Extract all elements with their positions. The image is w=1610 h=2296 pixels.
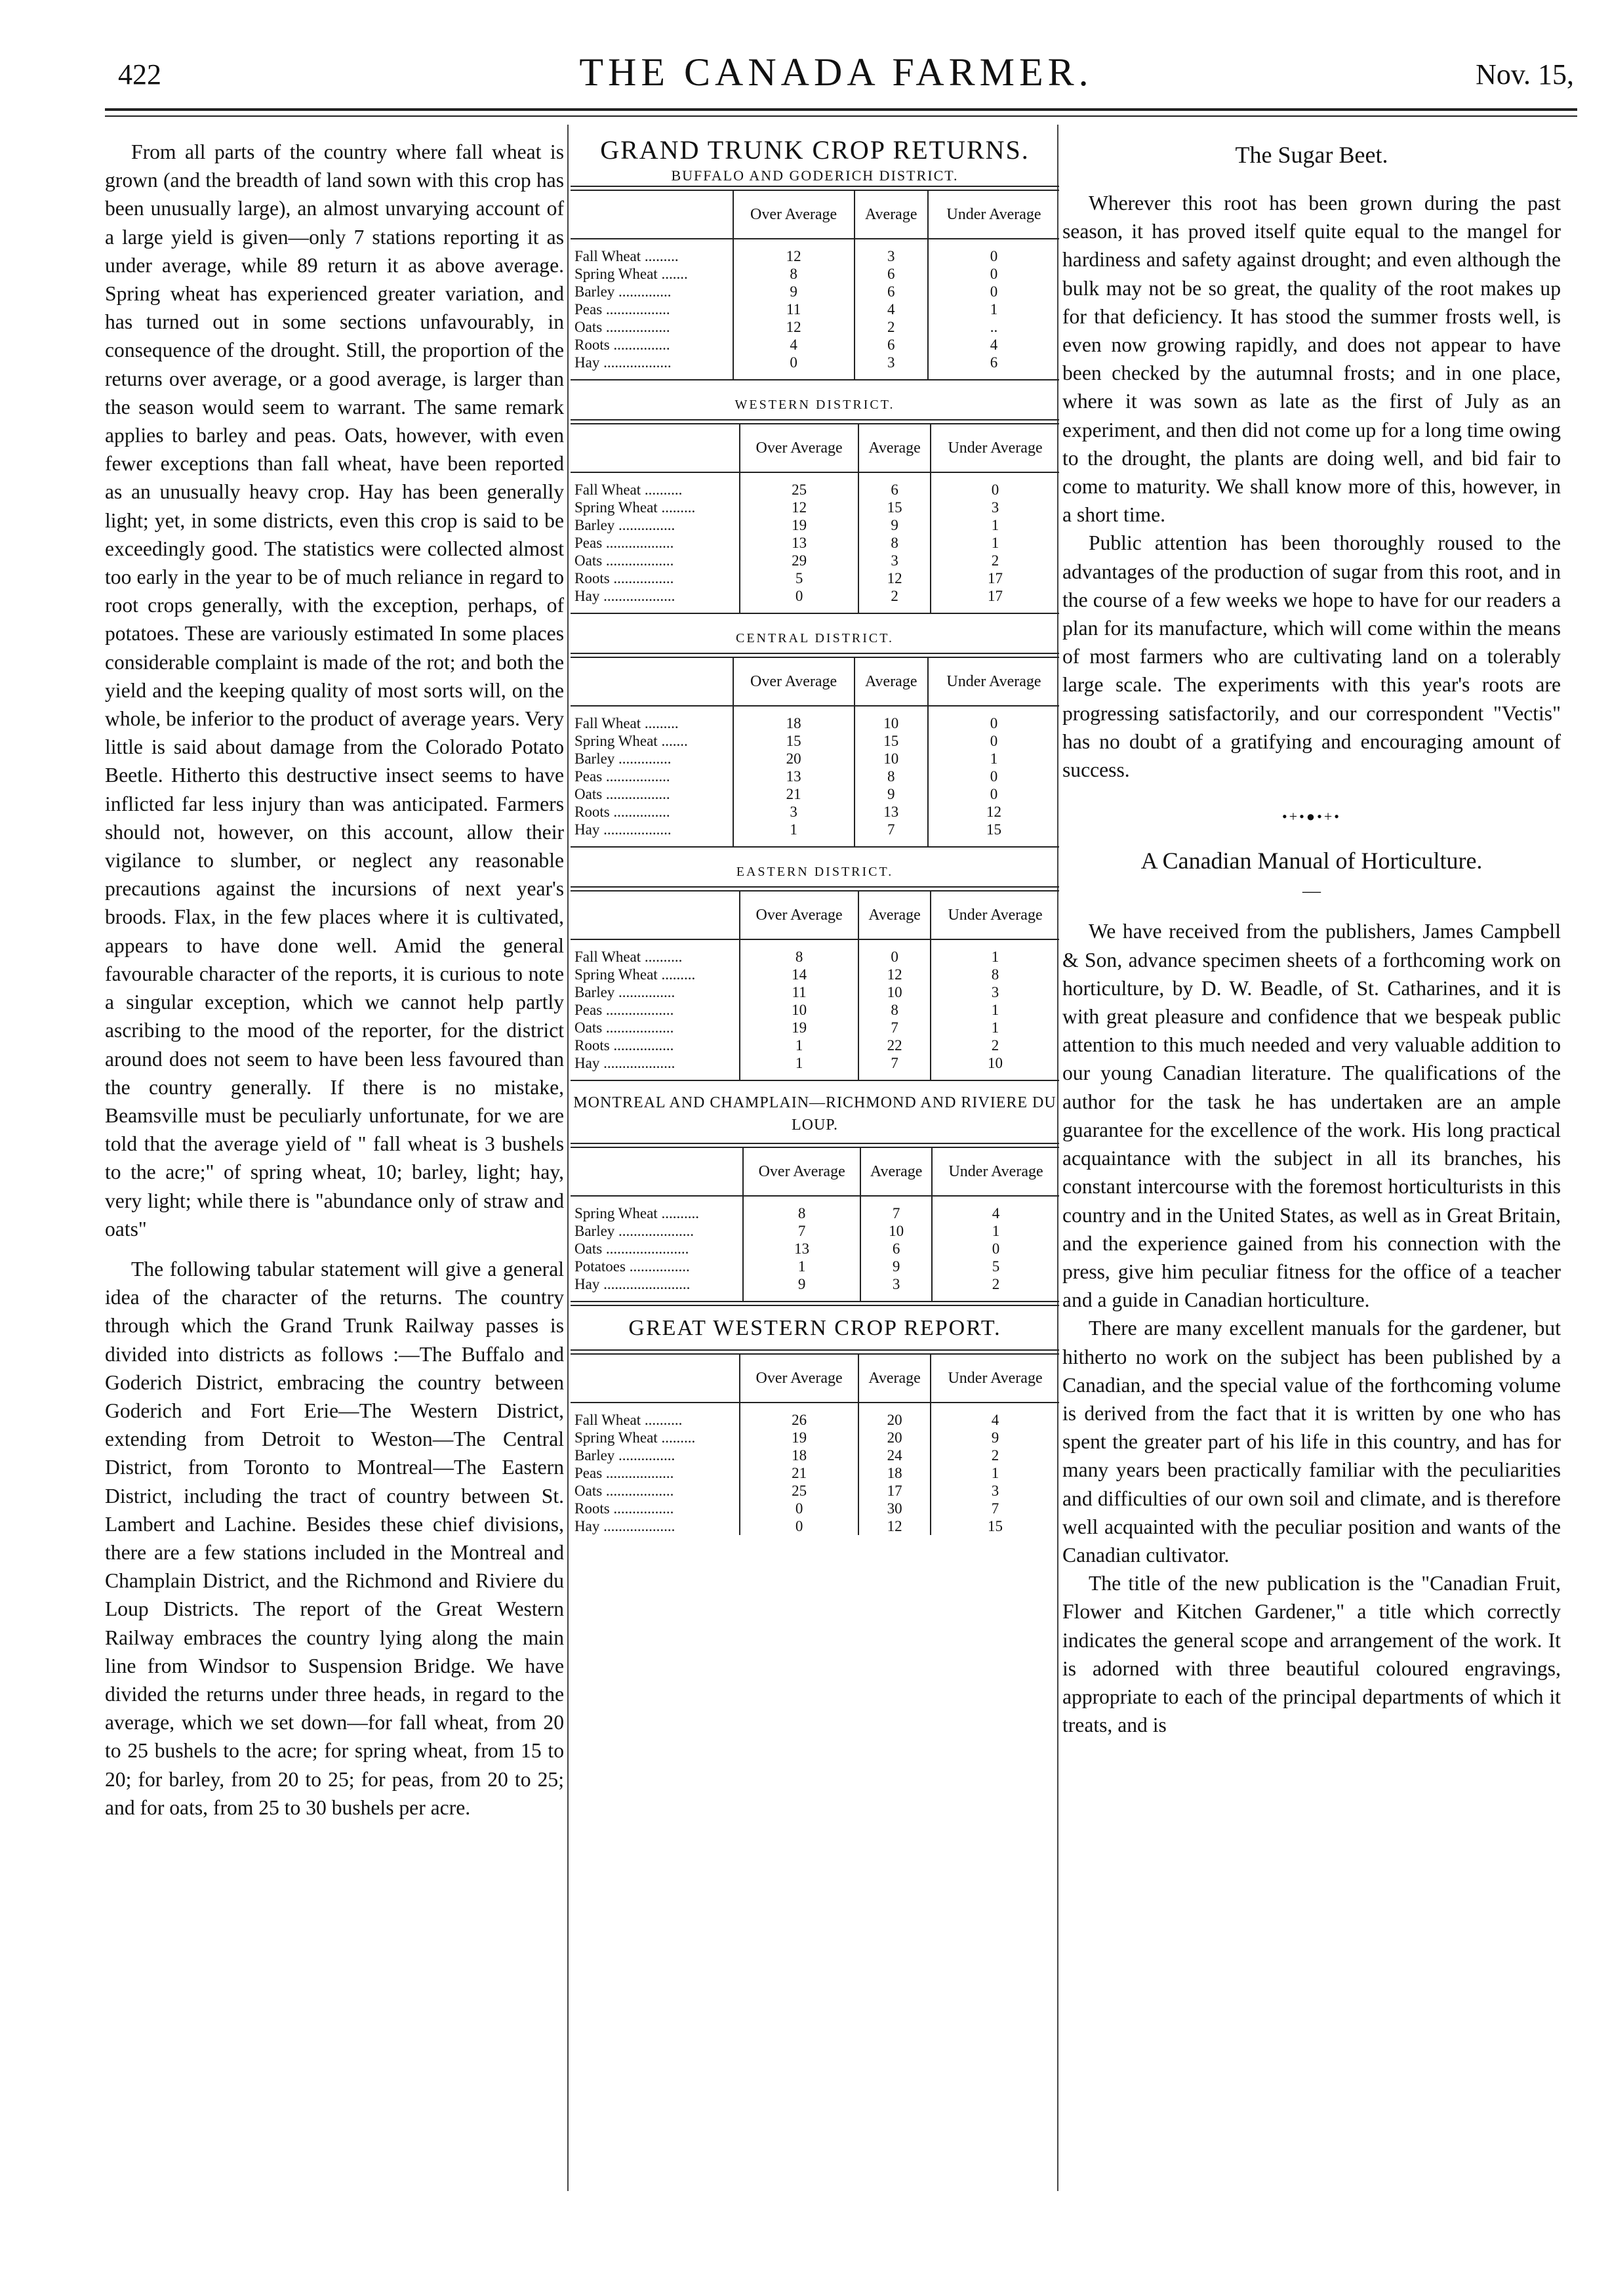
table-title-eastern: EASTERN DISTRICT. — [736, 865, 894, 879]
table-row: Fall Wheat ......... 12 3 0 — [571, 247, 1059, 265]
crop-table-great-western: Over Average Average Under Average Fall Wheat .......... 26 20 4 Spring Wheat ......... 19 20 9 Barley ............... 18 24 2 Peas .................. 21 18 1 Oats .................. 25 17 3 Roots ................ 0 30 7 Hay ................... 0 12 15 — [571, 1355, 1059, 1535]
crop-table-buffalo — [571, 191, 1059, 379]
header-over: Over Average — [733, 191, 855, 239]
table-row: Roots ................ 5 12 17 — [571, 569, 1059, 587]
great-western-title: GREAT WESTERN CROP REPORT. — [628, 1316, 1001, 1340]
table-title-montreal: MONTREAL AND CHAMPLAIN—RICHMOND AND RIVIERE DU LOUP. — [573, 1094, 1057, 1134]
table-row: Fall Wheat ......... 18 10 0 — [571, 714, 1059, 732]
crop-table-central: Over Average Average Under Average Fall Wheat ......... 18 10 0 Spring Wheat ....... 15 15 0 Barley .............. 20 10 1 Peas ................. 13 8 0 Oats ................. 21 9 0 Roots ............... 3 13 12 Hay .................. 1 7 15 — [571, 658, 1059, 846]
article-paragraph: There are many excellent manuals for the gardener, but hitherto no work on the subject has been published by a Canadian, and the special value of the forthcoming volume is derived from the fact that it is written by one who has spent the greater part of his life in this country, and has for many years been practically familiar with the peculiarities and difficulties of our own soil and climate, and is therefore well acquainted with the peculiar position and wants of the Canadian cultivator. — [1062, 1317, 1561, 1567]
table-row: Hay .................. 0 3 6 — [571, 354, 1059, 371]
article-paragraph: Wherever this root has been grown during the past season, it has proved itself quite equal to the mangel for hardiness and safety against drought; and even although the bulk may not be so great, the quality of the root makes up for that deficiency. It has stood the summer frosts well, is even now growing rapidly, and does not appear to have been checked by the autumnal frosts; and in one place, where it was sown as late as the first of July as an experiment, and then did not come up for a long time owing to the drought, the plants are doing well, and bid fair to come to maturity. We shall know more of this, however, in a short time. — [1062, 192, 1561, 527]
masthead-rule-top — [105, 108, 1577, 111]
table-row: Hay ................... 0 2 17 — [571, 587, 1059, 605]
table-row: Oats ...................... 13 6 0 — [571, 1240, 1059, 1258]
table-rule — [571, 653, 1059, 658]
article-paragraph: We have received from the publishers, James Campbell & Son, advance specimen sheets of a forthcoming work on horticulture, by D. W. Beadle, of St. Catharines, and it is with great pleasure and confidence that we bespeak public attention to this much needed and very valuable addition to our young Canadian literature. The qualifications of the author for the task he has undertaken are an ample guarantee for the excellence of the work. His long practical acquaintance with the subject in all its branches, his constant intercourse with the foremost horticulturists in this country and in the United States, as well as in Great Britain, and the experience gained from his connection with the press, give him peculiar fitness for the office of a teacher and a guide in Canadian horticulture. — [1062, 920, 1561, 1312]
masthead-rule-bottom — [105, 115, 1577, 117]
crop-table-eastern: Over Average Average Under Average Fall Wheat .......... 8 0 1 Spring Wheat ......... 14 12 8 Barley ............... 11 10 3 Peas .................. 10 8 1 Oats .................. 19 7 1 Roots ................ 1 22 2 Hay ................... 1 7 10 — [571, 892, 1059, 1080]
article-paragraph: From all parts of the country where fall wheat is grown (and the breadth of land sown with this crop has been unusually large), an almost unvarying account of a large yield is given—only 7 stations reporting it as under average, while 89 return it as above average. Spring wheat has experienced greater variation, and has turned out in some sections unfavourably, in consequence of the drought. Still, the proportion of the returns over average, or a good average, is larger than the season would seem to warrant. The same remark applies to barley and peas. Oats, however, with even fewer exceptions than fall wheat, have been reported as an unusually heavy crop. Hay has been generally light; yet, in some districts, even this crop is said to be exceedingly good. The statistics were collected almost too early in the year to be of much reliance in regard to root crops generally, with the exception, perhaps, of potatoes. These are variously estimated In some places considerable complaint is made of the rot; and both the yield and the keeping quality of most sorts will, on the whole, be inferior to the product of average years. Very little is said about damage from the Colorado Potato Beetle. Hitherto this destructive insect seems to have inflicted far less injury than was anticipated. Farmers should not, however, on this account, allow their vigilance to slumber, or neglect any reasonable precautions against the incursions of next year's broods. Flax, in the few places where it is cultivated, appears to have done well. Amid the general favourable character of the reports, it is curious to note a singular exception, which we cannot help partly ascribing to the mood of the reporter, for the district around does not seem to have been less favoured than the country generally. If there is no mistake, Beamsville must be peculiarly unfortunate, for we are told that the average yield of " fall wheat is 3 bushels to the acre;" of spring wheat, 10; barley, light; hay, very light; while there is "abundance only of straw and oats" — [105, 140, 564, 1240]
article-paragraph: Public attention has been thoroughly roused to the advantages of the production of sugar from this root, and in the course of a few weeks we hope to have for our readers a plan for its manufacture, which will come within the means of most farmers who are cultivating land on a tolerably large scale. The experiments with this year's roots are progressing satisfactorily, and our correspondent "Vectis" has no doubt of a gratifying and encouraging amount of success. — [1062, 531, 1561, 782]
table-row: Fall Wheat .......... 25 6 0 — [571, 481, 1059, 499]
header-under: Under Average — [928, 191, 1059, 239]
table-row: Fall Wheat .......... 26 20 4 — [571, 1411, 1059, 1429]
table-title-western: WESTERN DISTRICT. — [735, 398, 895, 412]
table-title-central: CENTRAL DISTRICT. — [736, 631, 894, 646]
table-row: Hay .................. 1 7 15 — [571, 821, 1059, 838]
table-row: Oats ................. 21 9 0 — [571, 785, 1059, 803]
heading-dash: — — [1302, 881, 1321, 902]
table-row: Barley .............. 9 6 0 — [571, 283, 1059, 300]
table-row: Barley ............... 11 10 3 — [571, 983, 1059, 1001]
table-row: Barley ............... 18 24 2 — [571, 1446, 1059, 1464]
masthead — [98, 46, 1574, 105]
ornament-divider: •+•●•+• — [1282, 808, 1341, 825]
table-rule — [571, 1349, 1059, 1355]
crop-table-montreal: Over Average Average Under Average Spring Wheat .......... 8 7 4 Barley .................... 7 10 1 Oats ...................... 13 6 0 Potatoes ................ 1 9 5 Hay ....................... 9 3 2 — [571, 1148, 1059, 1301]
table-row: Barley .............. 20 10 1 — [571, 750, 1059, 768]
table-row: Spring Wheat ......... 19 20 9 — [571, 1429, 1059, 1446]
table-row: Peas .................. 21 18 1 — [571, 1464, 1059, 1482]
article-paragraph: The title of the new publication is the "Canadian Fruit, Flower and Kitchen Gardener," a title which correctly indicates the general scope and arrangement of the work. It is adorned with three beautiful coloured engravings, appropriate to each of the principal departments of which it treats, and is — [1062, 1572, 1561, 1737]
table-rule — [571, 186, 1059, 191]
table-row: Roots ................ 1 22 2 — [571, 1036, 1059, 1054]
table-row: Spring Wheat .......... 8 7 4 — [571, 1204, 1059, 1222]
column-right-articles — [1062, 138, 1561, 1739]
table-title-buffalo: BUFFALO AND GODERICH DISTRICT. — [671, 167, 959, 184]
section-heading-horticulture: A Canadian Manual of Horticulture. — [1140, 848, 1483, 874]
table-row: Oats ................. 12 2 .. — [571, 318, 1059, 336]
table-row: Peas .................. 10 8 1 — [571, 1001, 1059, 1019]
table-row: Peas ................. 13 8 0 — [571, 768, 1059, 785]
issue-date: Nov. 15, — [1476, 58, 1574, 91]
table-row: Barley .................... 7 10 1 — [571, 1222, 1059, 1240]
newspaper-title: THE CANADA FARMER. — [579, 51, 1093, 94]
header-average: Average — [855, 191, 928, 239]
table-row: Spring Wheat ....... 15 15 0 — [571, 732, 1059, 750]
table-row: Hay ....................... 9 3 2 — [571, 1275, 1059, 1293]
table-rule — [571, 886, 1059, 892]
table-row: Oats .................. 19 7 1 — [571, 1019, 1059, 1036]
table-row: Peas .................. 13 8 1 — [571, 534, 1059, 552]
table-row: Spring Wheat ......... 12 15 3 — [571, 499, 1059, 516]
table-row: Barley ............... 19 9 1 — [571, 516, 1059, 534]
table-row: Hay ................... 1 7 10 — [571, 1054, 1059, 1072]
article-paragraph: The following tabular statement will give a general idea of the character of the returns. The country through which the Grand Trunk Railway passes is divided into districts as follows :—The Buffalo and Goderich District, embracing the country between Goderich and Fort Erie—The Western District, extending from Detroit to Weston—The Central District, from Toronto to Montreal—The Eastern District, including the tract of country between St. Lambert and Lachine. Besides these chief divisions, there are a few stations included in the Montreal and Champlain District, and the Richmond and Riviere du Loup Districts. The report of the Great Western Railway embraces the country lying along the main line from Windsor to Suspension Bridge. We have divided the returns under three heads, in regard to the average, which we set down—for fall wheat, from 20 to 25 bushels to the acre; for spring wheat, from 15 to 20; for barley, from 20 to 25; for peas, from 20 to 25; and for oats, from 25 to 30 bushels per acre. — [105, 1257, 564, 1819]
column-left-article — [105, 138, 564, 1822]
table-row: Fall Wheat .......... 8 0 1 — [571, 948, 1059, 966]
table-row: Spring Wheat ....... 8 6 0 — [571, 265, 1059, 283]
table-row: Peas ................. 11 4 1 — [571, 300, 1059, 318]
table-rule — [571, 1143, 1059, 1148]
table-row: Spring Wheat ......... 14 12 8 — [571, 966, 1059, 983]
table-rule — [571, 419, 1059, 424]
column-divider-left — [567, 125, 569, 2191]
crop-returns-tables — [571, 134, 1059, 1535]
table-row: Roots ............... 3 13 12 — [571, 803, 1059, 821]
table-row: Roots ................ 0 30 7 — [571, 1500, 1059, 1517]
table-rule — [571, 1301, 1059, 1306]
table-row: Oats .................. 25 17 3 — [571, 1482, 1059, 1500]
table-row: Potatoes ................ 1 9 5 — [571, 1258, 1059, 1275]
table-row: Hay ................... 0 12 15 — [571, 1517, 1059, 1535]
section-heading-sugar-beet: The Sugar Beet. — [1235, 142, 1388, 168]
table-row: Roots ............... 4 6 4 — [571, 336, 1059, 354]
grand-trunk-title: GRAND TRUNK CROP RETURNS. — [600, 135, 1030, 165]
table-row: Oats .................. 29 3 2 — [571, 552, 1059, 569]
page-number: 422 — [118, 58, 161, 91]
crop-table-western: Over Average Average Under Average Fall Wheat .......... 25 6 0 Spring Wheat ......... 12 15 3 Barley ............... 19 9 1 Peas .................. 13 8 1 Oats .................. 29 3 2 Roots ................ 5 12 17 Hay ................... 0 2 17 — [571, 424, 1059, 613]
